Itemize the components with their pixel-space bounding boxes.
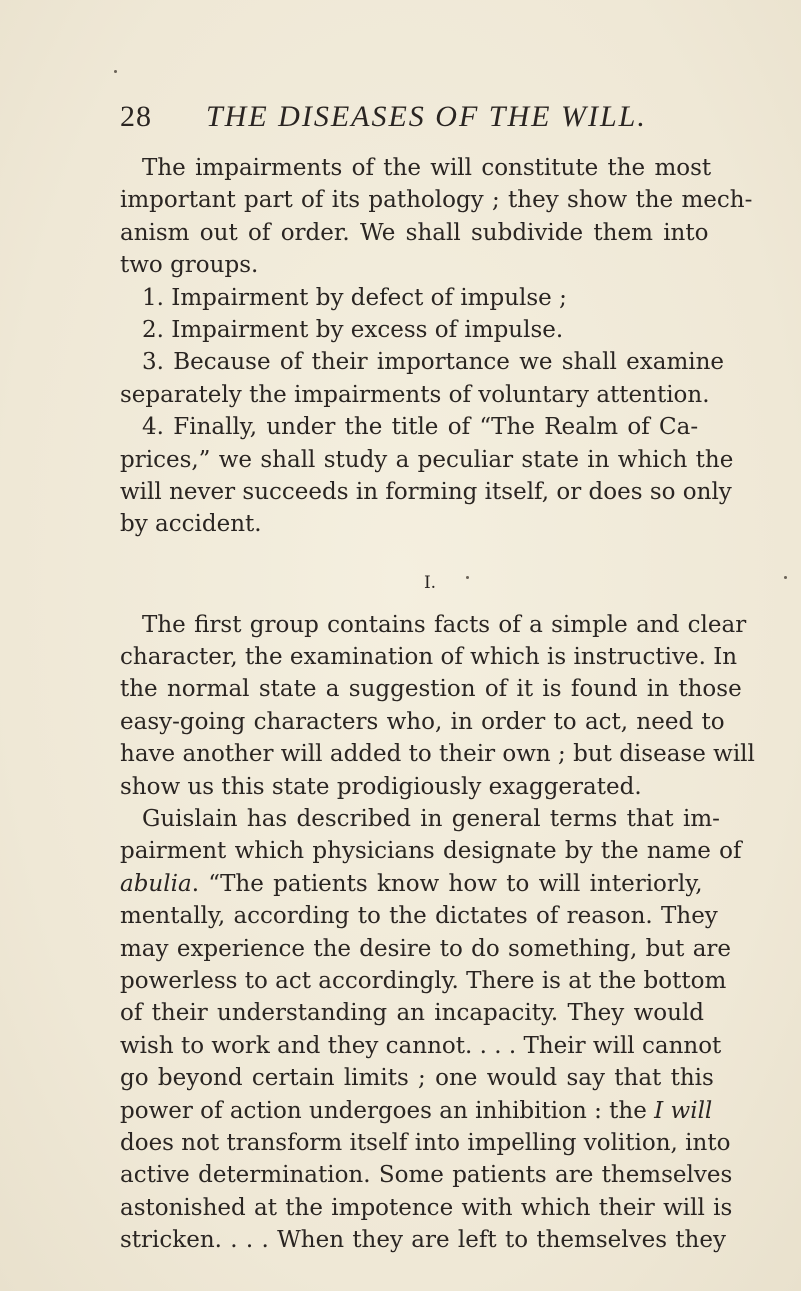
page-number: 28: [120, 100, 152, 133]
text-line: anism out of order. We shall subdivide them into: [120, 219, 709, 246]
text-line: stricken. . . . When they are left to themselves they: [120, 1227, 726, 1254]
ink-speck: [466, 576, 469, 579]
ink-speck: [114, 70, 117, 73]
text-line: may experience the desire to do something, but are: [120, 935, 732, 962]
text-line: separately the impairments of voluntary attention.: [120, 381, 710, 408]
text-line: active determination. Some patients are themselves: [120, 1162, 733, 1189]
text-line: Guislain has described in general terms that im-: [142, 806, 720, 833]
running-title: THE DISEASES OF THE WILL.: [206, 100, 647, 133]
body-text: [120, 152, 755, 1257]
text-line: go beyond certain limits ; one would say that this: [120, 1065, 714, 1092]
text-line: astonished at the impotence with which their will is: [120, 1194, 733, 1221]
text-line: by accident.: [120, 511, 262, 538]
text-line: abulia. “The patients know how to will interiorly,: [120, 870, 703, 897]
text-line: easy-going characters who, in order to act, need to: [120, 708, 725, 735]
text-line: will never succeeds in forming itself, or does so only: [120, 478, 732, 505]
text-line: wish to work and they cannot. . . . Their will cannot: [120, 1032, 722, 1059]
text-line: have another will added to their own ; but disease will: [120, 741, 755, 768]
text-line: pairment which physicians designate by the name of: [120, 838, 742, 865]
text-line: 2. Impairment by excess of impulse.: [142, 316, 564, 343]
text-line: prices,” we shall study a peculiar state in which the: [120, 446, 734, 473]
text-line: mentally, according to the dictates of reason. They: [120, 903, 718, 930]
running-head: [120, 100, 740, 140]
text-line: power of action undergoes an inhibition : the I will: [120, 1097, 713, 1124]
text-line: 3. Because of their importance we shall examine: [142, 349, 725, 376]
text-line: of their understanding an incapacity. They would: [120, 1000, 705, 1027]
section-heading: I.: [423, 572, 437, 593]
text-line: 4. Finally, under the title of “The Realm of Ca-: [142, 414, 699, 441]
text-line: The first group contains facts of a simple and clear: [142, 611, 747, 638]
text-line: 1. Impairment by defect of impulse ;: [142, 284, 567, 311]
text-line: powerless to act accordingly. There is at the bottom: [120, 967, 727, 994]
text-line: important part of its pathology ; they show the mech-: [120, 187, 753, 214]
text-line: character, the examination of which is instructive. In: [120, 644, 738, 671]
text-line: two groups.: [120, 252, 259, 279]
text-line: the normal state a suggestion of it is found in those: [120, 676, 742, 703]
text-line: show us this state prodigiously exaggerated.: [120, 773, 642, 800]
text-line: does not transform itself into impelling volition, into: [120, 1129, 731, 1156]
ink-speck: [784, 576, 787, 579]
text-line: The impairments of the will constitute the most: [142, 155, 712, 181]
